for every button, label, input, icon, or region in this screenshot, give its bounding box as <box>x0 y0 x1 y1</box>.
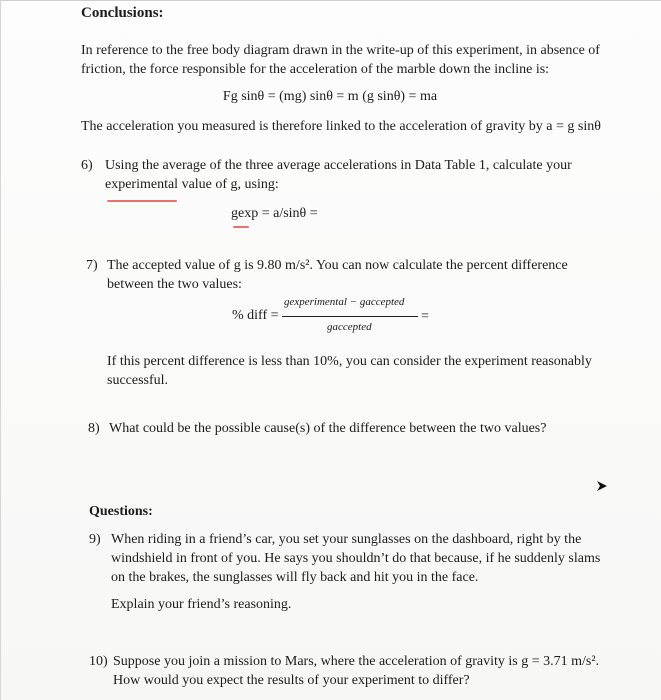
item-6-line-1: Using the average of the three average accelerations in Data Table 1, calculate your <box>105 158 572 173</box>
conclusions-intro-line-1: In reference to the free body diagram drawn in the write-up of this experiment, in absence of <box>81 43 600 58</box>
item-7-note-line-2: successful. <box>107 373 169 388</box>
question-9-number: 9) <box>89 532 101 547</box>
question-9-line-4: Explain your friend’s reasoning. <box>111 597 292 612</box>
question-10-line-2: How would you expect the results of your experiment to differ? <box>113 673 470 688</box>
red-underline-annotation <box>107 200 177 202</box>
page-edge-left <box>0 0 1 700</box>
conclusions-heading: Conclusions: <box>81 5 164 21</box>
percent-diff-numerator: gexperimental − gaccepted <box>284 296 405 308</box>
questions-heading: Questions: <box>89 504 153 519</box>
item-7-line-2: between the two values: <box>107 277 242 292</box>
question-10-number: 10) <box>89 654 108 669</box>
question-9-line-2: windshield in front of you. He says you shouldn’t do that because, if he suddenly slams <box>111 551 601 566</box>
question-9-line-3: on the brakes, the sunglasses will fly back and hit you in the face. <box>111 570 479 585</box>
item-7-line-1: The accepted value of g is 9.80 m/s². You can now calculate the percent difference <box>107 258 568 273</box>
question-10-line-1: Suppose you join a mission to Mars, where the acceleration of gravity is g = 3.71 m/s². <box>113 654 600 669</box>
pointer-cursor-icon <box>596 480 608 492</box>
percent-diff-equals: = <box>421 309 429 324</box>
item-7-note-line-1: If this percent difference is less than 10%, you can consider the experiment reasonably <box>107 354 592 369</box>
fraction-bar <box>282 316 418 317</box>
conclusions-intro-line-2: friction, the force responsible for the acceleration of the marble down the incline is: <box>81 62 550 77</box>
item-6-formula: gexp = a/sinθ = <box>231 206 318 221</box>
acceleration-relation-line: The acceleration you measured is therefore linked to the acceleration of gravity by a = g sinθ <box>81 119 601 134</box>
percent-diff-denominator: gaccepted <box>327 321 372 333</box>
red-subscript-annotation <box>233 226 249 228</box>
item-6-number: 6) <box>81 158 93 173</box>
item-6-line-2: experimental value of g, using: <box>105 177 279 192</box>
percent-diff-label: % diff = <box>232 308 279 323</box>
item-8-number: 8) <box>88 421 100 436</box>
force-equation: Fg sinθ = (mg) sinθ = m (g sinθ) = ma <box>222 89 438 104</box>
page-edge-top <box>0 0 661 1</box>
item-7-number: 7) <box>86 258 98 273</box>
item-8-line-1: What could be the possible cause(s) of the difference between the two values? <box>109 421 547 436</box>
question-9-line-1: When riding in a friend’s car, you set your sunglasses on the dashboard, right by the <box>111 532 582 547</box>
